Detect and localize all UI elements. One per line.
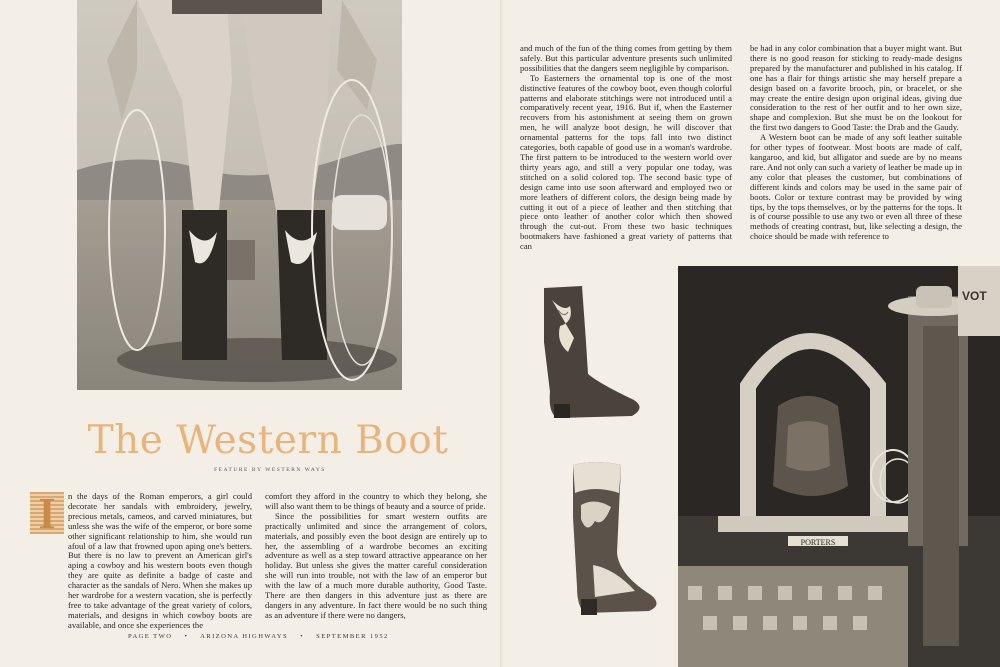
col3-paragraph-1: and much of the fun of the thing comes from getting by them safely. But this particular adventure presents such unlimited possibilities that the dangers seem negligible by comparison. [520, 43, 732, 73]
col3-paragraph-2: To Easterners the ornamental top is one of the most distinctive features of the cowboy boot, even though colorful patterns and elaborate stitchings were not introduced until a comparatively recent year, 1916. But if, when the Easterner recovers from his astonishment at seeing them on grown men, he will analyze boot design, he will discover that ornamental patterns for the tops fall into two distinct categories, both capable of good use in a woman's wardrobe. The first pattern to be introduced to the western world over thirty years ago, and still a very popular one today, was stitched on a solid colored top. The second basic type of design came into use soon afterward and employed two or more leathers of different colors, the design being made by cutting it out of a piece of leather and then stitching that piece onto leather of another color which then showed through the cut-out. From these two basic techniques bootmakers have fashioned a great variety of patterns that can [520, 72, 732, 252]
footer-separator: • [300, 633, 304, 640]
footer-date: SEPTEMBER 1952 [316, 633, 389, 640]
text-column-3 [520, 44, 732, 252]
boot-photo-dark [530, 282, 650, 432]
page-footer [128, 633, 398, 640]
col2-paragraph-1: comfort they afford in the country to which they belong, she will also want them to be things of beauty and a source of pride. [265, 491, 487, 511]
boot-photo-twotone [555, 457, 675, 629]
footer-magazine: ARIZONA HIGHWAYS [200, 633, 289, 640]
porters-sign: PORTERS [800, 538, 836, 547]
page-gutter [500, 0, 504, 667]
text-column-1 [34, 492, 252, 631]
col1-paragraph: n the days of the Roman emperors, a girl could decorate her sandals with embroidery, jewelry, precious metals, cameos, and carved miniatures, but unless she was the wife of the emperor, or bore some other significant relationship to him, she would run afoul of a law that frowned upon aping one's betters. But there is no law to prevent an American girl's aping a cowboy and his western boots even though they are quite as definite a badge of caste and character as the sandals of Nero. When she makes up her wardrobe for a western vacation, she is perfectly free to take advantage of the great variety of colors, materials, and designs in which cowboy boots are available, and once she experiences the [68, 491, 252, 630]
poster-text: VOT [962, 289, 987, 303]
col4-paragraph-2: A Western boot can be made of any soft leather suitable for other types of footwear. Most boots are made of calf, kangaroo, and kid, but alligator and suede are by no means rare. And not only can such a variety of leather be made up in any color that pleases the customer, but combinations of different kinds and colors may be used in the same pair of boots. Color or texture contrast may be provided by wing tips, by the tops themselves, or by the patterns for the tops. It is of course possible to use any two or even all three of these methods of creating contrast, but, like selecting a design, the choice should be made with reference to [750, 132, 962, 242]
drop-cap-letter: I [38, 489, 56, 538]
text-column-4 [750, 44, 962, 242]
col2-paragraph-2: Since the possibilities for smart western outfits are practically unlimited and since the arrangement of colors, materials, and possibly even the boot design are entirely up to her, the assembling of a wardrobe becomes an exciting adventure as well as a step toward attractive appearance on her holiday. But unless she gives the matter careful consideration she will run into trouble, not with the law of an emperor but with the law of a much more durable authority, Good Taste. There are then dangers in this adventure just as there are dangers in any adventure. In fact there would be no such thing as an adventure if there were no dangers, [265, 510, 487, 620]
article-byline: FEATURE BY WESTERN WAYS [214, 467, 326, 473]
article-title: The Western Boot [87, 418, 449, 463]
saddle-store-photo [678, 266, 1000, 667]
col4-paragraph-1: be had in any color combination that a buyer might want. But there is no good reason for sticking to ready-made designs prepared by the manufacturer and published in his catalog. If one has a flair for things artistic she may herself prepare a design based on a favorite brooch, pin, or bracelet, or she may create the entire design upon original ideas, giving due consideration to the rest of her outfit and to her own size, shape and complexion. But she must be on the lookout for the first two dangers to Good Taste: the Drab and the Gaudy. [750, 43, 962, 133]
footer-page: PAGE TWO [128, 633, 173, 640]
footer-separator: • [184, 633, 189, 640]
cowboy-lariat-photo [77, 0, 402, 390]
text-column-2 [265, 492, 487, 621]
